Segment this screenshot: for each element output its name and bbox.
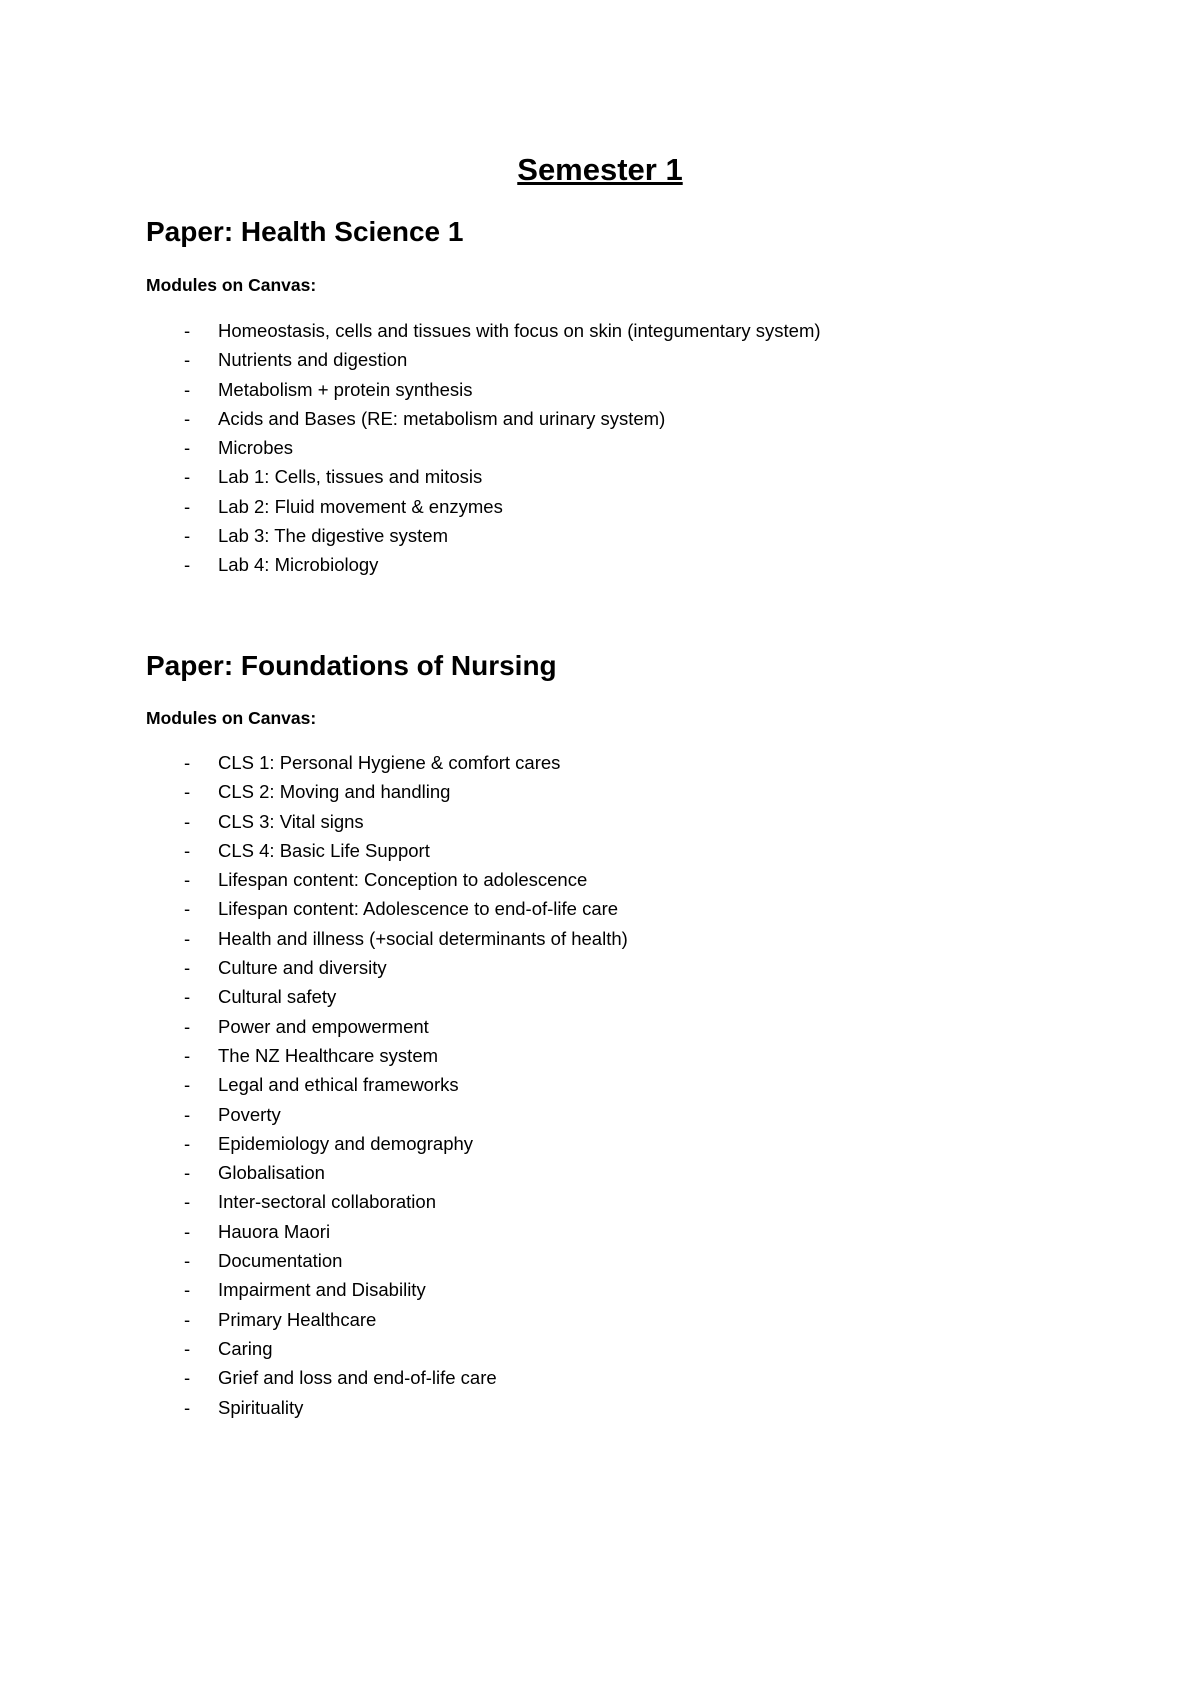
list-bullet: - bbox=[184, 869, 191, 891]
list-bullet: - bbox=[184, 1015, 191, 1037]
paper-heading-foundations-of-nursing: Paper: Foundations of Nursing bbox=[146, 650, 557, 681]
list-item-text: Impairment and Disability bbox=[218, 1279, 426, 1301]
list-item bbox=[184, 433, 821, 462]
list-item bbox=[184, 982, 628, 1011]
list-bullet: - bbox=[184, 1191, 191, 1213]
list-bullet: - bbox=[184, 1103, 191, 1125]
list-bullet: - bbox=[184, 1162, 191, 1184]
list-item bbox=[184, 1334, 628, 1363]
list-bullet: - bbox=[184, 898, 191, 920]
list-item-text: CLS 2: Moving and handling bbox=[218, 781, 451, 803]
list-item bbox=[184, 924, 628, 953]
list-item bbox=[184, 375, 821, 404]
list-bullet: - bbox=[184, 525, 191, 547]
list-item bbox=[184, 807, 628, 836]
list-bullet: - bbox=[184, 1279, 191, 1301]
list-item-text: Legal and ethical frameworks bbox=[218, 1074, 459, 1096]
list-bullet: - bbox=[184, 957, 191, 979]
list-item-text: Acids and Bases (RE: metabolism and urinary system) bbox=[218, 407, 666, 429]
list-item bbox=[184, 1217, 628, 1246]
list-bullet: - bbox=[184, 839, 191, 861]
list-item bbox=[184, 1275, 628, 1304]
list-item bbox=[184, 1393, 628, 1422]
list-item-text: Lab 1: Cells, tissues and mitosis bbox=[218, 466, 483, 488]
list-bullet: - bbox=[184, 986, 191, 1008]
list-bullet: - bbox=[184, 407, 191, 429]
list-item-text: Epidemiology and demography bbox=[218, 1132, 474, 1154]
paper-heading-health-science: Paper: Health Science 1 bbox=[146, 216, 464, 247]
list-item-text: Lab 3: The digestive system bbox=[218, 525, 449, 547]
page-title: Semester 1 bbox=[517, 152, 683, 187]
list-item bbox=[184, 1129, 628, 1158]
list-bullet: - bbox=[184, 320, 191, 341]
list-item bbox=[184, 345, 821, 374]
list-item-text: CLS 3: Vital signs bbox=[218, 810, 364, 832]
list-bullet: - bbox=[184, 1250, 191, 1272]
list-item-text: Documentation bbox=[218, 1250, 343, 1272]
list-bullet: - bbox=[184, 466, 191, 488]
list-item bbox=[184, 316, 821, 345]
module-list-health-science bbox=[184, 316, 821, 580]
list-item-text: Metabolism + protein synthesis bbox=[218, 378, 473, 400]
list-item-text: Globalisation bbox=[218, 1162, 325, 1184]
list-bullet: - bbox=[184, 927, 191, 949]
modules-subheading-health-science: Modules on Canvas: bbox=[146, 275, 317, 295]
list-bullet: - bbox=[184, 1367, 191, 1389]
list-item bbox=[184, 748, 628, 777]
list-item-text: Microbes bbox=[218, 437, 294, 459]
list-item bbox=[184, 1158, 628, 1187]
list-item bbox=[184, 865, 628, 894]
list-bullet: - bbox=[184, 1308, 191, 1330]
list-item bbox=[184, 521, 821, 550]
list-bullet: - bbox=[184, 1337, 191, 1359]
list-item bbox=[184, 404, 821, 433]
list-item bbox=[184, 836, 628, 865]
list-item-text: Homeostasis, cells and tissues with focus on skin (integumentary system) bbox=[218, 320, 821, 341]
list-bullet: - bbox=[184, 1220, 191, 1242]
list-bullet: - bbox=[184, 554, 191, 576]
list-bullet: - bbox=[184, 781, 191, 803]
list-item-text: Lab 2: Fluid movement & enzymes bbox=[218, 495, 503, 517]
list-item bbox=[184, 1363, 628, 1392]
list-item bbox=[184, 894, 628, 923]
list-item-text: Grief and loss and end-of-life care bbox=[218, 1367, 497, 1389]
modules-subheading-foundations-of-nursing: Modules on Canvas: bbox=[146, 708, 317, 728]
list-item-text: Hauora Maori bbox=[218, 1220, 331, 1242]
list-bullet: - bbox=[184, 1132, 191, 1154]
list-bullet: - bbox=[184, 495, 191, 517]
list-item bbox=[184, 550, 821, 579]
list-item-text: CLS 4: Basic Life Support bbox=[218, 839, 430, 861]
list-item bbox=[184, 492, 821, 521]
list-item bbox=[184, 1305, 628, 1334]
list-bullet: - bbox=[184, 752, 191, 773]
list-bullet: - bbox=[184, 1396, 191, 1418]
list-item-text: Lifespan content: Conception to adolescence bbox=[218, 869, 588, 891]
list-item bbox=[184, 777, 628, 806]
list-bullet: - bbox=[184, 1044, 191, 1066]
list-item-text: Spirituality bbox=[218, 1396, 304, 1418]
list-item-text: Lab 4: Microbiology bbox=[218, 554, 379, 576]
list-item bbox=[184, 1012, 628, 1041]
list-bullet: - bbox=[184, 349, 191, 371]
list-item-text: Inter-sectoral collaboration bbox=[218, 1191, 436, 1213]
list-item-text: Poverty bbox=[218, 1103, 281, 1125]
list-bullet: - bbox=[184, 378, 191, 400]
list-item bbox=[184, 1246, 628, 1275]
list-item-text: The NZ Healthcare system bbox=[218, 1044, 439, 1066]
list-item-text: Culture and diversity bbox=[218, 957, 387, 979]
list-item-text: Caring bbox=[218, 1337, 273, 1359]
list-item bbox=[184, 1100, 628, 1129]
list-item bbox=[184, 1187, 628, 1216]
list-item-text: Power and empowerment bbox=[218, 1015, 429, 1037]
list-item bbox=[184, 953, 628, 982]
list-item-text: Nutrients and digestion bbox=[218, 349, 408, 371]
list-item-text: Primary Healthcare bbox=[218, 1308, 377, 1330]
list-item-text: Cultural safety bbox=[218, 986, 337, 1008]
list-item bbox=[184, 462, 821, 491]
list-bullet: - bbox=[184, 1074, 191, 1096]
list-item-text: Health and illness (+social determinants of health) bbox=[218, 927, 628, 949]
list-bullet: - bbox=[184, 437, 191, 459]
module-list-foundations-of-nursing bbox=[184, 748, 628, 1422]
list-item bbox=[184, 1041, 628, 1070]
list-item bbox=[184, 1070, 628, 1099]
list-item-text: Lifespan content: Adolescence to end-of-life care bbox=[218, 898, 619, 920]
list-bullet: - bbox=[184, 810, 191, 832]
list-item-text: CLS 1: Personal Hygiene & comfort cares bbox=[218, 752, 561, 773]
